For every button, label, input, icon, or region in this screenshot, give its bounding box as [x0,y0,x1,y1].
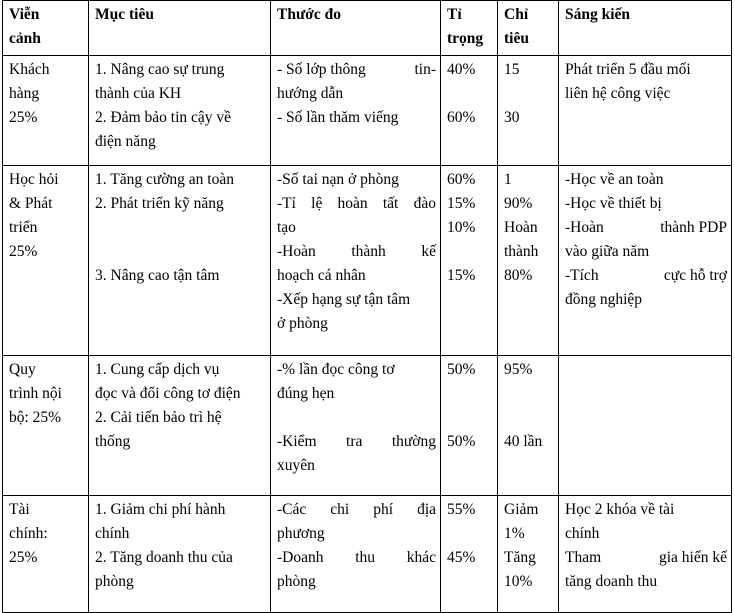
measure-line [277,430,436,454]
perspective-line: hàng [9,85,40,102]
justified-word: hoàn [337,195,368,212]
measure-line [277,240,436,264]
perspective-line: & Phát [9,195,53,212]
header-row [3,1,732,56]
objective-line: đọc và đổi công tơ điện [95,385,241,402]
perspective-cell [3,56,89,166]
perspective-line: Quy [9,361,36,378]
perspective-line: 25% [9,243,38,260]
target-cell [498,496,559,613]
objective-line: 2. Cải tiến bảo trì hệ [95,409,222,426]
measure-line: hướng dẫn [277,85,344,102]
perspective-cell [3,496,89,613]
perspective-line: 25% [9,549,38,566]
table-row [3,56,732,166]
header-weight: Tỉ trọng [441,1,498,56]
measure-cell [271,56,441,166]
justified-word: thường [391,433,436,450]
justified-word: -Hoàn [565,219,604,236]
target-line: 40 lần [504,433,543,450]
justified-word: tra [346,433,363,450]
target-line: 90% [504,195,533,212]
target-cell [498,56,559,166]
weight-line: 40% [447,61,476,78]
measure-cell [271,166,441,356]
weight-line [447,522,493,546]
weight-line: 50% [447,433,476,450]
justified-word: tất [382,195,399,212]
justified-word: -Doanh [277,549,324,566]
justified-word: kế [421,243,436,260]
perspective-line: 25% [9,109,38,126]
justified-word: -Tích [565,267,599,284]
weight-line: 15% [447,195,476,212]
justified-word: gia hiến kế [658,549,727,566]
justified-word: -Kiểm [277,433,317,450]
header-target: Chỉ tiêu [498,1,559,56]
perspective-line: Khách [9,61,50,78]
weight-cell [441,166,498,356]
measure-line: phương [277,525,325,542]
target-cell [498,166,559,356]
objective-line [95,216,266,240]
initiative-cell [559,56,732,166]
measure-line [277,546,436,570]
measure-cell [271,356,441,496]
initiative-line: Học 2 khóa về tài [565,501,675,518]
weight-line [447,382,493,406]
objective-line: phòng [95,573,134,590]
objective-line: 1. Tăng cường an toàn [95,171,234,188]
initiative-cell [559,496,732,613]
target-line: Giảm [504,501,539,518]
weight-cell [441,56,498,166]
initiative-line [565,216,727,240]
weight-line: 50% [447,361,476,378]
measure-cell [271,496,441,613]
measure-line: -Số tai nạn ở phòng [277,171,399,188]
initiative-line: vào giữa năm [565,243,650,260]
initiative-line: chính [565,525,600,542]
target-line [504,82,554,106]
weight-line: 10% [447,219,476,236]
objective-line: 2. Đảm bảo tin cậy về [95,109,232,126]
initiative-line [565,264,727,288]
weight-line [447,406,493,430]
objective-line: chính [95,525,130,542]
justified-word: khác [406,549,436,566]
target-line: 30 [504,109,520,126]
initiative-line: -Học về thiết bị [565,195,662,212]
justified-word: cực hỗ trợ [663,267,727,284]
perspective-line: Học hỏi [9,171,59,188]
justified-word: đào [413,195,436,212]
measure-line: xuyên [277,457,315,474]
initiative-line [565,546,727,570]
target-line: 95% [504,361,533,378]
measure-line: -Xếp hạng sự tận tâm [277,291,411,308]
justified-word: -Hoàn [277,243,316,260]
weight-line: 45% [447,549,476,566]
measure-line: đúng hẹn [277,385,335,402]
objective-line: 2. Tăng doanh thu của [95,549,233,566]
measure-line: - Số lần thăm viếng [277,109,399,126]
justified-word: chi [330,501,350,518]
initiative-line: đồng nghiệp [565,291,643,308]
initiative-cell [559,356,732,496]
target-line: thành [504,243,539,260]
target-line: 80% [504,267,533,284]
initiative-cell [559,166,732,356]
objective-cell [89,496,271,613]
weight-line: 60% [447,171,476,188]
initiative-line: -Học về an toàn [565,171,664,188]
perspective-line: trình nội [9,385,62,402]
perspective-cell [3,166,89,356]
text-cursor [731,357,732,373]
perspective-line: Tài [9,501,30,518]
weight-line: 15% [447,267,476,284]
weight-line: 55% [447,501,476,518]
weight-cell [441,356,498,496]
table-row [3,496,732,613]
target-line [504,406,554,430]
header-perspective: Viễn cảnh [3,1,89,56]
measure-line [277,58,436,82]
perspective-line: bộ: 25% [9,409,62,426]
measure-line: phòng [277,573,316,590]
objective-line: thành của KH [95,85,182,102]
measure-line [277,406,436,430]
header-objective: Mục tiêu [89,1,271,56]
balanced-scorecard-table [2,0,732,613]
weight-line: 60% [447,109,476,126]
objective-line: điện năng [95,133,156,150]
objective-cell [89,166,271,356]
measure-line: hoạch cá nhân [277,267,366,284]
justified-word: Tham [565,549,602,566]
justified-word: phí [373,501,394,518]
measure-line: tạo [277,219,296,236]
perspective-line: triển [9,219,38,236]
target-line: Tăng [504,549,536,566]
perspective-cell [3,356,89,496]
target-line: Hoàn [504,219,538,236]
objective-cell [89,356,271,496]
target-cell [498,356,559,496]
objective-line: 1. Nâng cao sự trung [95,61,225,78]
target-line: 1 [504,171,512,188]
objective-line: 2. Phát triển kỹ năng [95,195,224,212]
weight-cell [441,496,498,613]
justified-word: thu [355,549,376,566]
justified-word: thành PDP [660,219,727,236]
header-measure: Thước đo [271,1,441,56]
justified-word: lệ [311,195,323,212]
target-line [504,382,554,406]
weight-line [447,240,493,264]
initiative-line: tăng doanh thu [565,573,658,590]
measure-line [277,192,436,216]
target-line: 10% [504,573,533,590]
table-row [3,356,732,496]
justified-word: -Tỉ [277,195,296,212]
objective-line: 3. Nâng cao tận tâm [95,267,220,284]
header-initiative: Sáng kiến [559,1,732,56]
justified-word: - Số lớp thông [277,61,366,78]
perspective-line: chính: [9,525,48,542]
justified-word: thành [351,243,386,260]
objective-line: 1. Giảm chi phí hành [95,501,226,518]
initiative-line: Phát triển 5 đầu mối [565,61,691,78]
measure-line [277,498,436,522]
table-row [3,166,732,356]
justified-word: địa [417,501,436,518]
objective-line [95,240,266,264]
weight-line [447,82,493,106]
justified-word: tin- [414,61,436,78]
measure-line: -% lần đọc công tơ [277,361,395,378]
target-line: 15 [504,61,520,78]
initiative-line: liên hệ công việc [565,85,671,102]
objective-line: 1. Cung cấp dịch vụ [95,361,220,378]
objective-line: thống [95,433,131,450]
objective-cell [89,56,271,166]
justified-word: -Các [277,501,307,518]
target-line: 1% [504,525,525,542]
measure-line: ở phòng [277,315,328,332]
